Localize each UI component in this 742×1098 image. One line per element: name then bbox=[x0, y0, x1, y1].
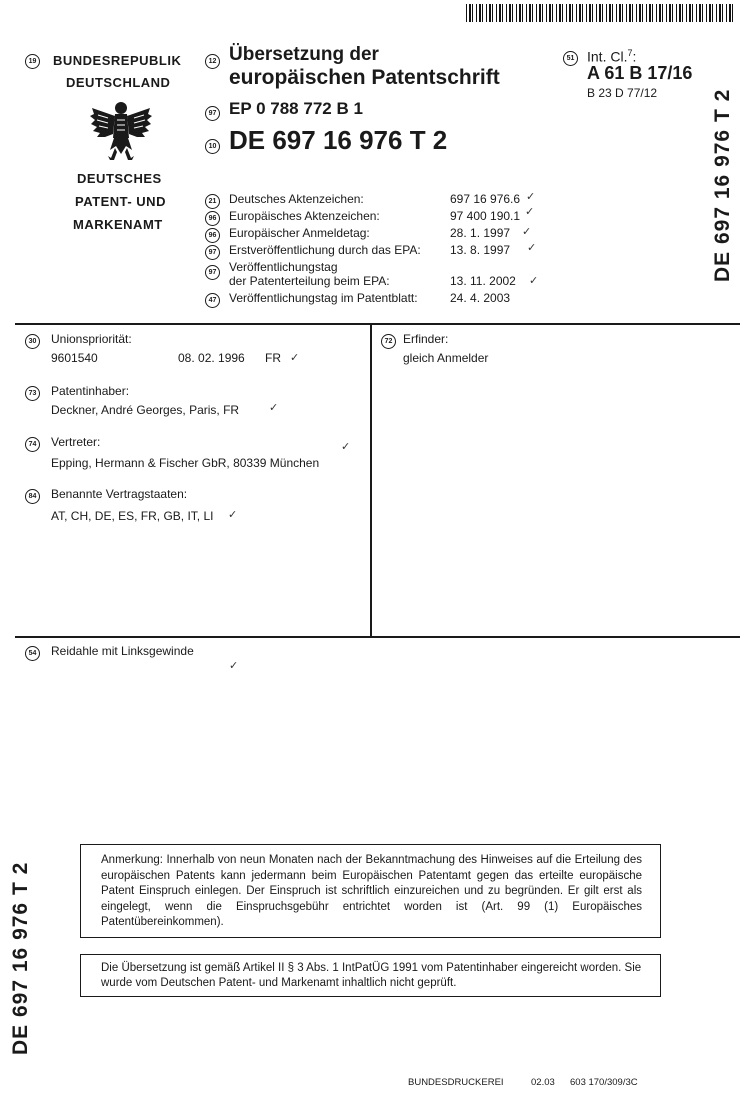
intcl-label: Int. Cl.$^7$: bbox=[587, 48, 637, 65]
note-box-translation bbox=[80, 954, 661, 997]
priority-label: Unionspriorität: bbox=[51, 332, 132, 346]
detail-value: 13. 8. 1997 bbox=[450, 243, 511, 257]
detail-value: 697 16 976.6 bbox=[450, 192, 521, 206]
check-mark: ✓ bbox=[290, 352, 300, 364]
inid-12: 12 bbox=[205, 54, 220, 69]
inventor-label: Erfinder: bbox=[403, 332, 449, 346]
inid-96: 96 bbox=[205, 211, 220, 226]
note-box-opposition bbox=[80, 844, 661, 938]
vertical-doc-number-left: DE 697 16 976 T 2 bbox=[9, 861, 32, 1055]
detail-label-cont: der Patenterteilung beim EPA: bbox=[229, 274, 390, 288]
inid-19: 19 bbox=[25, 54, 40, 69]
divider-top bbox=[15, 323, 740, 325]
barcode bbox=[466, 4, 736, 22]
inid-10: 10 bbox=[205, 139, 220, 154]
representative-label: Vertreter: bbox=[51, 435, 101, 449]
owner-value: Deckner, André Georges, Paris, FR bbox=[51, 403, 240, 417]
states-label: Benannte Vertragstaaten: bbox=[51, 487, 188, 501]
detail-label: Veröffentlichungstag im Patentblatt: bbox=[229, 291, 418, 305]
vertical-doc-number-right: DE 697 16 976 T 2 bbox=[711, 88, 734, 282]
detail-value: 97 400 190.1 bbox=[450, 209, 521, 223]
country-line1: BUNDESREPUBLIK bbox=[53, 53, 182, 68]
detail-value: 24. 4. 2003 bbox=[450, 291, 511, 305]
office-line3: MARKENAMT bbox=[73, 217, 163, 232]
inid-73: 73 bbox=[25, 386, 40, 401]
note-opposition-text: Anmerkung: Innerhalb von neun Monaten nach der Bekanntmachung des Hinweises auf die Erteilung des europäischen Patents kann jedermann beim Europäischen Patentamt gegen das erteilte europäische Patent Einspruch einlegen. Der Einspruch ist schriftlich einzureichen und zu begründen. Er gilt erst als eingelegt, wenn die Einspruchsgebühr entrichtet worden ist (Art. 99 (1) Europäisches Patentübereinkommen). bbox=[101, 854, 642, 928]
footer-date: 02.03 bbox=[531, 1077, 555, 1088]
inid-21: 21 bbox=[205, 194, 220, 209]
detail-label: Europäisches Aktenzeichen: bbox=[229, 209, 380, 223]
detail-label: Europäischer Anmeldetag: bbox=[229, 226, 370, 240]
title-line2: europäischen Patentschrift bbox=[229, 66, 500, 89]
inid-47: 47 bbox=[205, 293, 220, 308]
inid-96: 96 bbox=[205, 228, 220, 243]
inid-54: 54 bbox=[25, 646, 40, 661]
invention-title: Reidahle mit Linksgewinde bbox=[51, 644, 194, 658]
priority-country: FR bbox=[265, 351, 281, 365]
inid-97: 97 bbox=[205, 245, 220, 260]
office-line1: DEUTSCHES bbox=[77, 171, 162, 186]
check-mark: ✓ bbox=[228, 509, 238, 521]
office-line2: PATENT- UND bbox=[75, 194, 166, 209]
check-mark: ✓ bbox=[527, 242, 537, 254]
inid-30: 30 bbox=[25, 334, 40, 349]
detail-value: 13. 11. 2002 bbox=[450, 274, 516, 288]
inid-72: 72 bbox=[381, 334, 396, 349]
footer-code: 603 170/309/3C bbox=[570, 1077, 638, 1088]
inid-97: 97 bbox=[205, 265, 220, 280]
detail-value: 28. 1. 1997 bbox=[450, 226, 511, 240]
footer-printer: BUNDESDRUCKEREI bbox=[408, 1077, 504, 1088]
note-translation-text: Die Übersetzung ist gemäß Artikel II § 3 Abs. 1 IntPatÜG 1991 vom Patentinhaber eingereicht worden. Sie wurde vom Deutschen Patent- und Markenamt inhaltlich nicht geprüft. bbox=[101, 962, 642, 989]
inid-51: 51 bbox=[563, 51, 578, 66]
divider-bottom bbox=[15, 636, 740, 638]
federal-eagle-emblem bbox=[88, 98, 154, 164]
check-mark: ✓ bbox=[529, 275, 539, 287]
owner-label: Patentinhaber: bbox=[51, 384, 130, 398]
check-mark: ✓ bbox=[526, 191, 536, 203]
ep-number: EP 0 788 772 B 1 bbox=[229, 99, 363, 118]
states-value: AT, CH, DE, ES, FR, GB, IT, LI bbox=[51, 509, 214, 523]
title-line1: Übersetzung der bbox=[229, 44, 379, 65]
detail-label: Deutsches Aktenzeichen: bbox=[229, 192, 364, 206]
check-mark: ✓ bbox=[525, 206, 535, 218]
class-main: A 61 B 17/16 bbox=[587, 63, 693, 83]
check-mark: ✓ bbox=[341, 441, 351, 453]
inid-97-ep: 97 bbox=[205, 106, 220, 121]
inid-84: 84 bbox=[25, 489, 40, 504]
check-mark: ✓ bbox=[229, 660, 239, 672]
representative-value: Epping, Hermann & Fischer GbR, 80339 München bbox=[51, 456, 320, 470]
detail-label: Erstveröffentlichung durch das EPA: bbox=[229, 243, 421, 257]
inid-74: 74 bbox=[25, 437, 40, 452]
class-sub: B 23 D 77/12 bbox=[587, 86, 658, 100]
divider-middle bbox=[370, 323, 372, 637]
priority-date: 08. 02. 1996 bbox=[178, 351, 245, 365]
detail-label: Veröffentlichungstag bbox=[229, 260, 338, 274]
priority-number: 9601540 bbox=[51, 351, 98, 365]
country-line2: DEUTSCHLAND bbox=[66, 75, 171, 90]
check-mark: ✓ bbox=[269, 402, 279, 414]
de-number: DE 697 16 976 T 2 bbox=[229, 125, 448, 155]
inventor-value: gleich Anmelder bbox=[403, 351, 489, 365]
check-mark: ✓ bbox=[522, 226, 532, 238]
